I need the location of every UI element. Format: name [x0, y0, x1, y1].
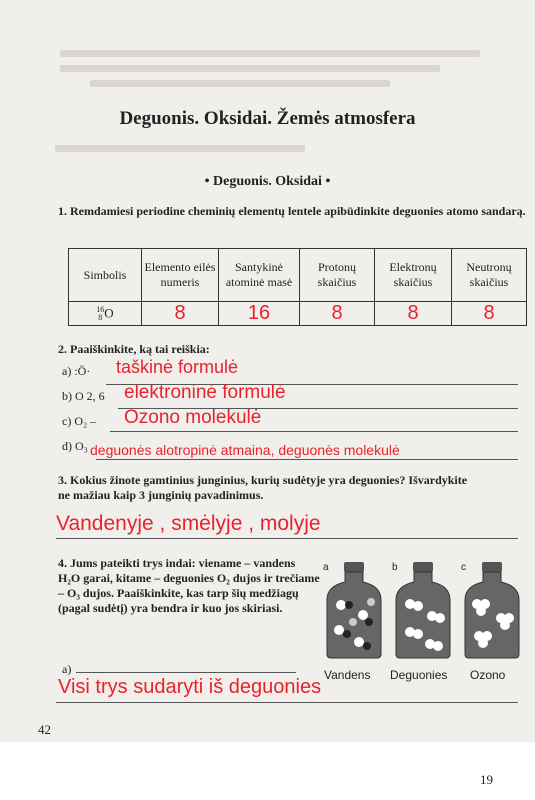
bleed-through-text [90, 80, 390, 87]
answer-cell: 8 [375, 302, 452, 326]
bleed-through-text [60, 50, 480, 57]
atomic-number: 8 [98, 312, 103, 322]
jar-letter: c [461, 562, 466, 573]
table-header: Santykinė atominė masė [219, 249, 300, 302]
ozone-jar-icon [461, 560, 523, 660]
element-symbol: O [104, 305, 114, 321]
jar-label: Vandens [324, 668, 371, 682]
jar-label: Deguonies [390, 668, 448, 682]
jar-label: Ozono [470, 668, 506, 682]
page-title: Deguonis. Oksidai. Žemės atmosfera [119, 108, 416, 129]
atom-structure-table [68, 248, 527, 326]
mass-number: 16 [96, 304, 105, 314]
oxygen-jar-icon [392, 560, 454, 660]
jar-letter: a [323, 562, 329, 573]
bleed-through-text [60, 65, 440, 72]
symbol-cell [69, 302, 142, 326]
q2-item-label: a) :Ö· [62, 364, 91, 378]
page-number-left: 42 [38, 722, 51, 737]
answer-line [56, 702, 518, 703]
q2-answer: elektroninė formulė [124, 382, 286, 403]
answer-cell: 8 [452, 302, 527, 326]
q2-item-label: d) O₃ [62, 439, 88, 453]
answer-cell: 8 [300, 302, 375, 326]
question-1-text: 1. Remdamiesi periodine cheminių elementų lentele apibūdinkite deguonies atomo sandarą. [58, 204, 526, 218]
q4-answer: Visi trys sudaryti iš deguonies [58, 676, 322, 698]
q4-item-label: a) [62, 662, 72, 676]
table-header: Protonų skaičius [300, 249, 375, 302]
table-header: Neutronų skaičius [452, 249, 527, 302]
water-vapor-jar-icon [323, 560, 385, 660]
question-3-text: 3. Kokius žinote gamtinius junginius, kurių sudėtyje yra deguonies? Išvardykite ne mažiau kaip 3 junginių pavadinimus. [58, 473, 468, 502]
jar-letter: b [392, 562, 398, 573]
question-4-text: 4. Jums pateikti trys indai: viename – vandens H₂O garai, kitame – deguonies O₂ dujos ir trečiame – O₃ dujos. Paaiškinkite, kas tarp šių medžiagų (pagal sudėtį) yra bendra ir kuo jos skiriasi. [58, 556, 320, 615]
q2-answer: Ozono molekulė [124, 407, 262, 428]
bleed-through-text [55, 145, 305, 152]
answer-cell: 16 [219, 302, 300, 326]
table-header: Elektronų skaičius [375, 249, 452, 302]
answer-line [96, 459, 518, 460]
table-header: Simbolis [69, 249, 142, 302]
q2-item-label: c) O₂ – [62, 414, 97, 428]
answer-line [76, 672, 296, 673]
table-header: Elemento eilės numeris [142, 249, 219, 302]
q3-answer: Vandenyje , smėlyje , molyje [56, 512, 321, 535]
answer-line [56, 538, 518, 539]
q2-answer: deguonės alotropinė atmaina, deguonės molekulė [90, 442, 400, 458]
question-2-text: 2. Paaiškinkite, ką tai reiškia: [58, 342, 210, 356]
section-subtitle: • Deguonis. Oksidai • [204, 174, 331, 189]
q2-item-label: b) O 2, 6 [62, 389, 105, 403]
q2-answer: taškinė formulė [116, 357, 239, 377]
answer-cell: 8 [142, 302, 219, 326]
page-number-right: 19 [480, 772, 493, 787]
answer-line [110, 431, 518, 432]
